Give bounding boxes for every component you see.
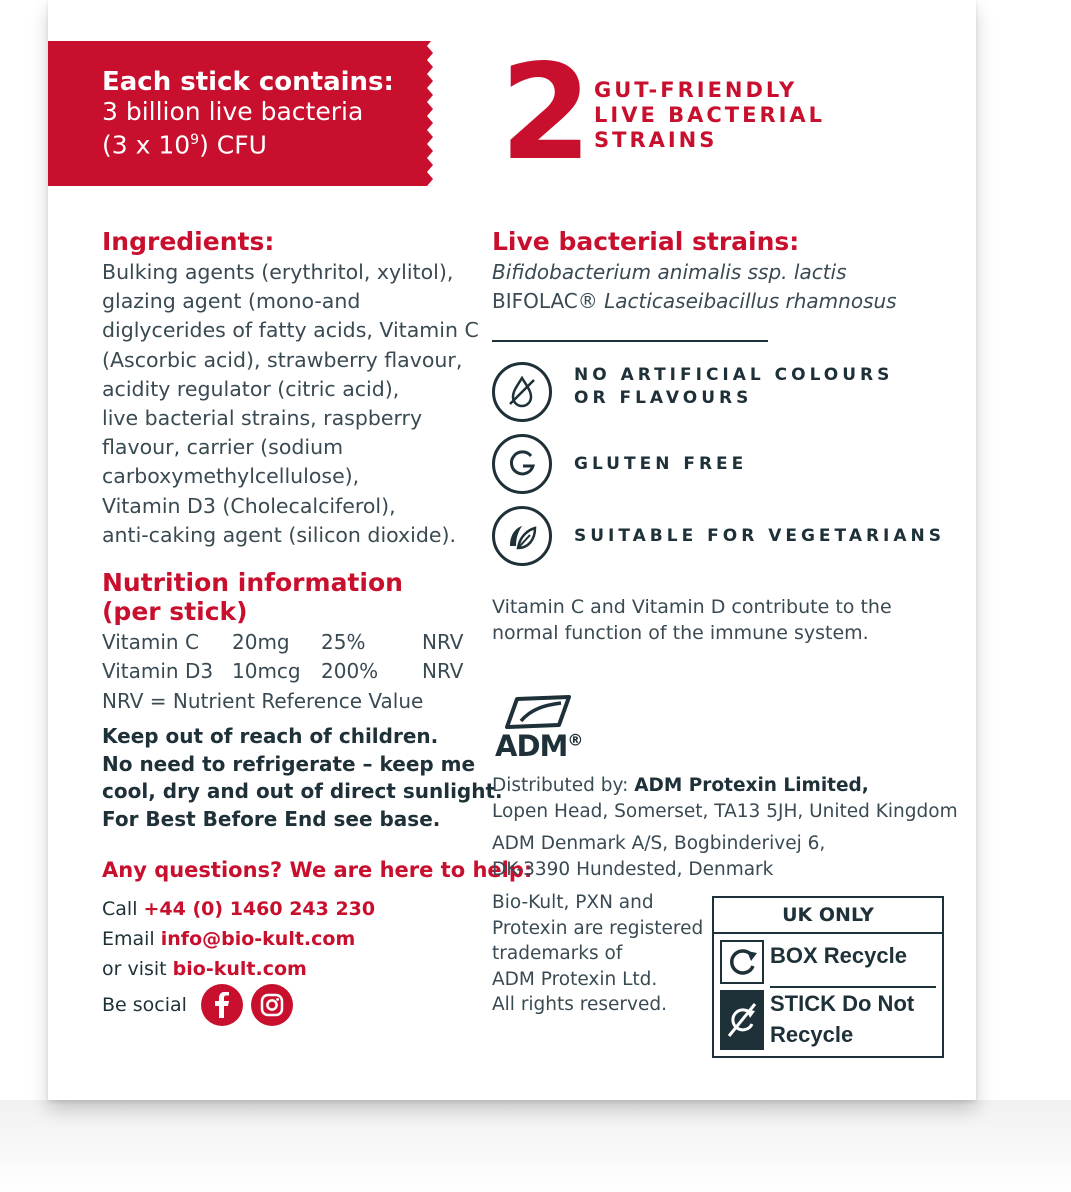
denmark-line: DK-3390 Hundested, Denmark [492, 859, 774, 880]
nutrition-heading-line: Nutrition information [102, 568, 403, 597]
ingredients-line: (Ascorbic acid), strawberry flavour, [102, 347, 463, 372]
recycle-box-row [720, 940, 907, 984]
banner-text [102, 68, 394, 159]
strain-1: Bifidobacterium animalis ssp. lactis [492, 260, 847, 284]
gluten-free-icon [492, 434, 552, 494]
social-label: Be social [102, 994, 187, 1016]
nutrition-heading-line: (per stick) [102, 597, 248, 626]
stick-no-recycle-row [720, 990, 914, 1050]
nutrient-amount: 10mcg [232, 659, 301, 684]
ingredients-line: flavour, carrier (sodium [102, 435, 344, 460]
distributor-label: Distributed by: [492, 775, 635, 796]
nutrient-amount: 20mg [232, 630, 290, 654]
nutrient-unit: NRV [422, 630, 464, 654]
trademark-line: trademarks of [492, 943, 623, 964]
facebook-icon[interactable] [201, 984, 243, 1026]
contact-phone [102, 894, 532, 924]
claim-text: SUITABLE FOR VEGETARIANS [574, 525, 946, 546]
trademark-line: Bio-Kult, PXN and [492, 892, 654, 913]
warning-line: For Best Before End see base. [102, 806, 441, 831]
recycling-heading: UK ONLY [714, 898, 942, 934]
recycling-label [712, 896, 944, 1058]
ingredients-line: glazing agent (mono-and [102, 289, 361, 314]
bifolac-label: BIFOLAC® [492, 289, 605, 314]
nutrient-percent: 25% [321, 630, 366, 654]
claim-vegetarian [492, 506, 945, 566]
section-divider [492, 340, 768, 342]
stick-label-line: Recycle [770, 1022, 854, 1047]
floor-shadow [0, 1100, 1071, 1192]
contact-heading: Any questions? We are here to help: [102, 858, 533, 882]
phone-link[interactable]: +44 (0) 1460 243 230 [143, 898, 376, 920]
adm-logo-text: ADM [495, 729, 568, 763]
strain-2-species: Lacticaseibacillus rhamnosus [604, 289, 897, 314]
distributor-company: ADM Protexin Limited, [634, 775, 869, 796]
immune-claim [492, 594, 892, 646]
ingredients-line: diglycerides of fatty acids, Vitamin C [102, 318, 479, 343]
nrv-note: NRV = Nutrient Reference Value [102, 688, 424, 713]
banner-line-2 [102, 126, 394, 159]
distributor-info [492, 773, 958, 825]
adm-logo [495, 695, 582, 763]
cfu-prefix: (3 x 10 [102, 130, 191, 160]
warning-line: Keep out of reach of children. [102, 724, 439, 748]
nutrition-row [102, 657, 482, 686]
claim-text [574, 364, 893, 410]
ingredients-line: carboxymethylcellulose), [102, 464, 360, 489]
strain-caption-line: GUT-FRIENDLY [594, 78, 798, 102]
cfu-suffix: ) CFU [199, 130, 267, 160]
website-label: or visit [102, 958, 173, 980]
nutrient-name: Vitamin D3 [102, 659, 214, 684]
strain-caption-line: LIVE BACTERIAL [594, 103, 826, 127]
email-label: Email [102, 928, 161, 950]
ingredients-line: Vitamin D3 (Cholecalciferol), [102, 493, 396, 518]
banner-title: Each stick contains: [102, 67, 394, 97]
warning-line: cool, dry and out of direct sunlight. [102, 779, 503, 803]
immune-line: Vitamin C and Vitamin D contribute to the [492, 596, 892, 618]
nutrition-heading [102, 568, 482, 626]
trademark-line: Protexin are registered [492, 917, 704, 939]
ingredients-line: anti-caking agent (silicon dioxide). [102, 522, 457, 547]
trademark-line: All rights reserved. [492, 994, 667, 1015]
website-link[interactable]: bio-kult.com [172, 958, 307, 980]
banner-line-1: 3 billion live bacteria [102, 97, 364, 126]
recycle-icon [720, 940, 764, 984]
contact-email [102, 924, 532, 954]
storage-warnings [102, 723, 503, 833]
denmark-address [492, 831, 825, 883]
stick-label [770, 988, 914, 1050]
immune-line: normal function of the immune system. [492, 622, 869, 644]
warning-line: No need to refrigerate – keep me [102, 751, 476, 776]
nutrition-row [102, 628, 482, 657]
email-link[interactable]: info@bio-kult.com [160, 928, 356, 950]
box-recycle-label: BOX Recycle [770, 943, 907, 968]
denmark-line: ADM Denmark A/S, Bogbinderivej 6, [492, 833, 826, 854]
ingredients-line: live bacterial strains, raspberry [102, 406, 423, 431]
nutrient-name: Vitamin C [102, 630, 199, 654]
live-strains-section [492, 227, 897, 316]
strain-count-caption [594, 78, 825, 153]
claim-text: GLUTEN FREE [574, 453, 748, 474]
phone-label: Call [102, 898, 144, 920]
trademark-line: ADM Protexin Ltd. [492, 968, 658, 990]
ingredients-section [102, 227, 482, 550]
strain-caption-line: STRAINS [594, 128, 718, 152]
claim-line: OR FLAVOURS [574, 388, 753, 408]
strain-2 [492, 287, 897, 316]
ingredients-line: acidity regulator (citric acid), [102, 376, 400, 401]
distributor-line [492, 773, 958, 799]
trademark-notice [492, 890, 703, 1018]
contact-website [102, 954, 532, 984]
nutrient-unit: NRV [422, 659, 464, 684]
social-row [102, 984, 532, 1026]
nutrition-table [102, 628, 482, 716]
ingredients-line: Bulking agents (erythritol, xylitol), [102, 260, 454, 284]
live-strains-heading: Live bacterial strains: [492, 227, 800, 256]
claim-line: NO ARTIFICIAL COLOURS [574, 365, 894, 385]
no-recycle-icon [720, 990, 764, 1050]
leaf-icon [492, 506, 552, 566]
nutrition-section [102, 568, 482, 716]
contact-section [102, 858, 532, 1026]
ingredients-list [102, 258, 482, 550]
strain-count: 2 [500, 36, 592, 190]
banner-zigzag-edge [427, 41, 441, 186]
cfu-exponent: 9 [190, 132, 200, 148]
distributor-address: Lopen Head, Somerset, TA13 5JH, United Kingdom [492, 801, 958, 822]
claim-gluten-free [492, 434, 747, 494]
no-drop-icon [492, 362, 552, 422]
stick-label-line: STICK Do Not [770, 991, 915, 1016]
adm-wordmark [495, 729, 582, 763]
adm-leaf-mark [503, 695, 575, 729]
registered-mark: ® [567, 730, 583, 750]
instagram-icon[interactable] [251, 984, 293, 1026]
nutrient-percent: 200% [321, 659, 379, 684]
claim-no-artificial [492, 362, 893, 422]
ingredients-heading: Ingredients: [102, 227, 275, 256]
